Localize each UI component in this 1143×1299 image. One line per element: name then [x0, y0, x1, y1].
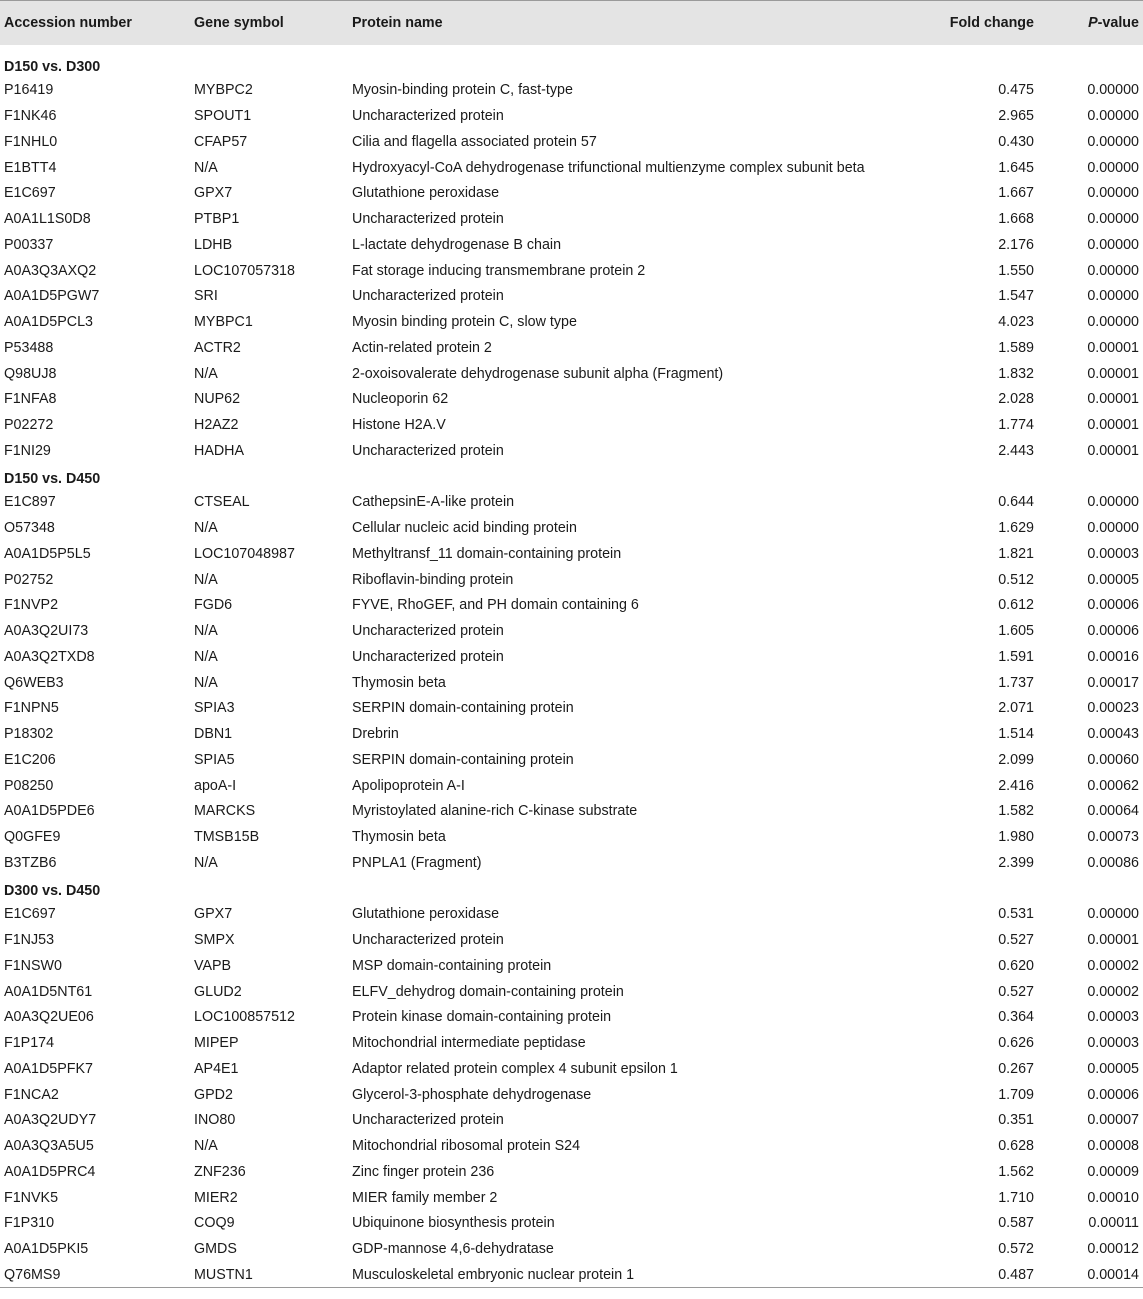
gene-symbol-cell: GLUD2 [194, 983, 242, 1000]
accession-cell: A0A3Q2UDY7 [4, 1112, 97, 1129]
table-row [0, 953, 1143, 979]
gene-symbol-cell: MUSTN1 [190, 1262, 348, 1288]
accession-cell: F1NFA8 [4, 391, 57, 408]
group-label: D300 vs. D450 [4, 882, 101, 899]
table-row [0, 284, 1143, 310]
protein-name-cell: L-lactate dehydrogenase B chain [352, 236, 562, 253]
group-header-row [0, 876, 1143, 902]
accession-cell: A0A3Q2UI73 [4, 623, 89, 640]
p-value-cell: 0.00060 [1087, 751, 1139, 768]
table-row [0, 1262, 1143, 1288]
protein-name-cell: Musculoskeletal embryonic nuclear protein 1 [348, 1262, 938, 1288]
protein-name-cell: Riboflavin-binding protein [352, 571, 514, 588]
protein-name-cell: ELFV_dehydrog domain-containing protein [352, 983, 624, 1000]
accession-cell: F1NPN5 [4, 700, 59, 717]
table-row [0, 490, 1143, 516]
fold-change-cell: 2.416 [998, 777, 1034, 794]
protein-name-cell: Uncharacterized protein [352, 932, 504, 949]
accession-cell: P02272 [4, 417, 54, 434]
gene-symbol-cell: N/A [194, 520, 218, 537]
gene-symbol-cell: N/A [194, 674, 218, 691]
fold-change-cell: 2.028 [998, 391, 1034, 408]
p-value-cell: 0.00003 [1087, 545, 1139, 562]
accession-cell: F1NHL0 [4, 133, 58, 150]
p-value-cell: 0.00006 [1087, 623, 1139, 640]
accession-cell: A0A1D5PGW7 [4, 288, 100, 305]
accession-cell: P53488 [4, 339, 54, 356]
header-p-value [1038, 1, 1143, 45]
protein-name-cell: SERPIN domain-containing protein [352, 700, 574, 717]
p-value-cell: 0.00043 [1087, 726, 1139, 743]
gene-symbol-cell: LOC107048987 [194, 545, 295, 562]
gene-symbol-cell: LDHB [194, 236, 233, 253]
p-value-cell: 0.00000 [1087, 314, 1139, 331]
p-value-cell: 0.00000 [1087, 262, 1139, 279]
gene-symbol-cell: PTBP1 [194, 211, 240, 228]
fold-change-cell: 1.709 [998, 1086, 1034, 1103]
protein-name-cell: MSP domain-containing protein [352, 957, 552, 974]
gene-symbol-cell: N/A [194, 571, 218, 588]
p-value-cell: 0.00014 [1038, 1262, 1143, 1288]
p-value-cell: 0.00016 [1087, 648, 1139, 665]
accession-cell: A0A1D5P5L5 [4, 545, 91, 562]
accession-cell: Q98UJ8 [4, 365, 57, 382]
accession-cell: F1P174 [4, 1035, 55, 1052]
table-row [0, 979, 1143, 1005]
protein-name-cell: Cilia and flagella associated protein 57 [352, 133, 597, 150]
table-row [0, 902, 1143, 928]
gene-symbol-cell: GPD2 [194, 1086, 233, 1103]
protein-name-cell: MIER family member 2 [352, 1189, 498, 1206]
fold-change-cell: 2.443 [998, 442, 1034, 459]
fold-change-cell: 2.099 [998, 751, 1034, 768]
accession-cell: A0A3Q3AXQ2 [4, 262, 97, 279]
accession-cell: P16419 [4, 82, 54, 99]
header-accession-number: Accession number [4, 14, 132, 31]
fold-change-cell: 1.821 [998, 545, 1034, 562]
protein-name-cell: Zinc finger protein 236 [352, 1163, 495, 1180]
table-row [0, 1082, 1143, 1108]
p-value-cell: 0.00001 [1087, 442, 1139, 459]
gene-symbol-cell: COQ9 [194, 1215, 235, 1232]
p-value-cell: 0.00002 [1087, 983, 1139, 1000]
table-row [0, 721, 1143, 747]
p-value-cell: 0.00086 [1087, 854, 1139, 871]
p-value-cell: 0.00010 [1087, 1189, 1139, 1206]
gene-symbol-cell: LOC107057318 [194, 262, 295, 279]
table-row [0, 232, 1143, 258]
fold-change-cell: 2.399 [998, 854, 1034, 871]
p-value-cell: 0.00006 [1087, 1086, 1139, 1103]
protein-name-cell: Glutathione peroxidase [352, 185, 500, 202]
protein-name-cell: CathepsinE-A-like protein [352, 494, 515, 511]
accession-cell: F1P310 [4, 1215, 55, 1232]
accession-cell: A0A1D5PCL3 [4, 314, 94, 331]
p-value-cell: 0.00000 [1087, 108, 1139, 125]
protein-name-cell: Uncharacterized protein [352, 288, 504, 305]
gene-symbol-cell: N/A [194, 648, 218, 665]
fold-change-cell: 1.550 [998, 262, 1034, 279]
table-row [0, 438, 1143, 464]
accession-cell: F1NI29 [4, 442, 51, 459]
gene-symbol-cell: GPX7 [194, 906, 233, 923]
protein-name-cell: Cellular nucleic acid binding protein [352, 520, 577, 537]
gene-symbol-cell: CFAP57 [194, 133, 248, 150]
fold-change-cell: 1.582 [998, 803, 1034, 820]
gene-symbol-cell: MIPEP [194, 1035, 239, 1052]
accession-cell: E1C697 [4, 185, 56, 202]
protein-name-cell: Uncharacterized protein [352, 623, 504, 640]
table-row [0, 927, 1143, 953]
table-row [0, 309, 1143, 335]
accession-cell: A0A3Q3A5U5 [4, 1138, 94, 1155]
p-value-cell: 0.00012 [1087, 1241, 1139, 1258]
gene-symbol-cell: HADHA [194, 442, 245, 459]
p-value-cell: 0.00009 [1087, 1163, 1139, 1180]
header-p-letter: P [1088, 14, 1098, 31]
p-value-cell: 0.00011 [1088, 1215, 1139, 1232]
protein-name-cell: Uncharacterized protein [352, 108, 504, 125]
group-label: D150 vs. D450 [4, 470, 101, 487]
table-row [0, 129, 1143, 155]
table-row [0, 1005, 1143, 1031]
gene-symbol-cell: apoA-I [194, 777, 237, 794]
protein-name-cell: Uncharacterized protein [352, 1112, 504, 1129]
fold-change-cell: 1.832 [998, 365, 1034, 382]
protein-name-cell: Glutathione peroxidase [352, 906, 500, 923]
protein-name-cell: Glycerol-3-phosphate dehydrogenase [352, 1086, 592, 1103]
accession-cell: E1C697 [4, 906, 56, 923]
p-value-cell: 0.00008 [1087, 1138, 1139, 1155]
fold-change-cell: 1.737 [998, 674, 1034, 691]
fold-change-cell: 0.628 [998, 1138, 1034, 1155]
group-label: D150 vs. D300 [4, 58, 101, 75]
accession-cell: F1NSW0 [4, 957, 62, 974]
fold-change-cell: 2.071 [998, 700, 1034, 717]
fold-change-cell: 0.626 [998, 1035, 1034, 1052]
table-row [0, 696, 1143, 722]
protein-name-cell: GDP-mannose 4,6-dehydratase [352, 1241, 554, 1258]
accession-cell: E1BTT4 [4, 159, 57, 176]
table-row [0, 258, 1143, 284]
gene-symbol-cell: GMDS [194, 1241, 237, 1258]
header-protein-name: Protein name [352, 14, 443, 31]
gene-symbol-cell: ZNF236 [194, 1163, 246, 1180]
p-value-cell: 0.00000 [1087, 185, 1139, 202]
accession-cell: E1C206 [4, 751, 56, 768]
protein-name-cell: Myristoylated alanine-rich C-kinase substrate [352, 803, 638, 820]
protein-name-cell: Mitochondrial ribosomal protein S24 [352, 1138, 581, 1155]
p-value-cell: 0.00064 [1087, 803, 1139, 820]
gene-symbol-cell: SPOUT1 [194, 108, 252, 125]
accession-cell: P00337 [4, 236, 54, 253]
accession-cell: A0A1D5NT61 [4, 983, 93, 1000]
group-header-row [0, 464, 1143, 490]
header-gene-symbol: Gene symbol [194, 14, 284, 31]
accession-cell: F1NCA2 [4, 1086, 59, 1103]
fold-change-cell: 1.710 [998, 1189, 1034, 1206]
protein-name-cell: FYVE, RhoGEF, and PH domain containing 6 [352, 597, 639, 614]
table-row [0, 644, 1143, 670]
fold-change-cell: 0.644 [998, 494, 1034, 511]
protein-name-cell: Uncharacterized protein [352, 648, 504, 665]
p-value-cell: 0.00000 [1087, 520, 1139, 537]
fold-change-cell: 1.668 [998, 211, 1034, 228]
p-value-cell: 0.00005 [1087, 1060, 1139, 1077]
accession-cell: A0A1D5PDE6 [4, 803, 95, 820]
gene-symbol-cell: MYBPC2 [194, 82, 253, 99]
fold-change-cell: 0.267 [998, 1060, 1034, 1077]
fold-change-cell: 0.620 [998, 957, 1034, 974]
protein-name-cell: Adaptor related protein complex 4 subunit epsilon 1 [352, 1060, 678, 1077]
table-row [0, 567, 1143, 593]
table-row [0, 515, 1143, 541]
fold-change-cell: 0.512 [998, 571, 1034, 588]
table-row [0, 1108, 1143, 1134]
fold-change-cell: 1.667 [998, 185, 1034, 202]
fold-change-cell: 1.547 [998, 288, 1034, 305]
accession-cell: P18302 [4, 726, 54, 743]
protein-name-cell: Protein kinase domain-containing protein [352, 1009, 612, 1026]
accession-cell: F1NK46 [4, 108, 57, 125]
fold-change-cell: 0.612 [998, 597, 1034, 614]
accession-cell: A0A3Q2TXD8 [4, 648, 95, 665]
accession-cell: O57348 [4, 520, 55, 537]
p-value-cell: 0.00062 [1087, 777, 1139, 794]
gene-symbol-cell: MIER2 [194, 1189, 238, 1206]
table-row [0, 206, 1143, 232]
protein-name-cell: Nucleoporin 62 [352, 391, 449, 408]
protein-name-cell: Histone H2A.V [352, 417, 446, 434]
accession-cell: E1C897 [4, 494, 56, 511]
gene-symbol-cell: NUP62 [194, 391, 241, 408]
protein-name-cell: Thymosin beta [352, 829, 446, 846]
p-value-cell: 0.00000 [1087, 236, 1139, 253]
p-value-cell: 0.00006 [1087, 597, 1139, 614]
gene-symbol-cell: LOC100857512 [194, 1009, 295, 1026]
table-row [0, 1056, 1143, 1082]
accession-cell: A0A1L1S0D8 [4, 211, 91, 228]
gene-symbol-cell: VAPB [194, 957, 232, 974]
fold-change-cell: 0.487 [938, 1262, 1038, 1288]
accession-cell: Q76MS9 [0, 1262, 190, 1288]
table-row [0, 335, 1143, 361]
protein-name-cell: Drebrin [352, 726, 399, 743]
table-row [0, 412, 1143, 438]
p-value-cell: 0.00001 [1087, 391, 1139, 408]
p-value-cell: 0.00001 [1087, 932, 1139, 949]
gene-symbol-cell: N/A [194, 159, 218, 176]
table-row [0, 799, 1143, 825]
p-value-cell: 0.00002 [1087, 957, 1139, 974]
protein-name-cell: Ubiquinone biosynthesis protein [352, 1215, 555, 1232]
p-value-cell: 0.00007 [1087, 1112, 1139, 1129]
accession-cell: F1NVP2 [4, 597, 59, 614]
p-value-cell: 0.00001 [1087, 417, 1139, 434]
protein-name-cell: Methyltransf_11 domain-containing protein [352, 545, 622, 562]
p-value-cell: 0.00000 [1087, 288, 1139, 305]
fold-change-cell: 0.572 [998, 1241, 1034, 1258]
protein-name-cell: Uncharacterized protein [352, 211, 504, 228]
table-row [0, 850, 1143, 876]
table-row [0, 387, 1143, 413]
accession-cell: P08250 [4, 777, 54, 794]
table-row [0, 773, 1143, 799]
p-value-cell: 0.00000 [1087, 159, 1139, 176]
table-row [0, 103, 1143, 129]
gene-symbol-cell: SMPX [194, 932, 235, 949]
accession-cell: A0A1D5PRC4 [4, 1163, 96, 1180]
accession-cell: P02752 [4, 571, 54, 588]
gene-symbol-cell: GPX7 [194, 185, 233, 202]
gene-symbol-cell: SPIA3 [194, 700, 235, 717]
accession-cell: A0A3Q2UE06 [4, 1009, 94, 1026]
gene-symbol-cell: N/A [194, 1138, 218, 1155]
accession-cell: F1NVK5 [4, 1189, 59, 1206]
gene-symbol-cell: N/A [194, 623, 218, 640]
protein-name-cell: Fat storage inducing transmembrane protein 2 [352, 262, 646, 279]
p-value-cell: 0.00003 [1087, 1035, 1139, 1052]
table-body [0, 45, 1143, 1288]
gene-symbol-cell: SRI [194, 288, 218, 305]
table-header [0, 1, 1143, 45]
table-row [0, 361, 1143, 387]
p-value-cell: 0.00001 [1087, 339, 1139, 356]
p-value-cell: 0.00001 [1087, 365, 1139, 382]
gene-symbol-cell: DBN1 [194, 726, 233, 743]
p-value-cell: 0.00005 [1087, 571, 1139, 588]
protein-name-cell: Apolipoprotein A-I [352, 777, 465, 794]
gene-symbol-cell: INO80 [194, 1112, 236, 1129]
protein-name-cell: 2-oxoisovalerate dehydrogenase subunit alpha (Fragment) [352, 365, 724, 382]
p-value-cell: 0.00000 [1087, 494, 1139, 511]
fold-change-cell: 1.591 [998, 648, 1034, 665]
protein-name-cell: Myosin binding protein C, slow type [352, 314, 577, 331]
gene-symbol-cell: ACTR2 [194, 339, 241, 356]
header-fold-change: Fold change [949, 14, 1034, 31]
gene-symbol-cell: AP4E1 [194, 1060, 239, 1077]
table-row [0, 1185, 1143, 1211]
fold-change-cell: 0.587 [998, 1215, 1034, 1232]
gene-symbol-cell: N/A [194, 365, 218, 382]
header-p-value-suffix: -value [1097, 14, 1139, 31]
gene-symbol-cell: CTSEAL [194, 494, 250, 511]
p-value-cell: 0.00000 [1087, 133, 1139, 150]
accession-cell: Q0GFE9 [4, 829, 61, 846]
protein-name-cell: Thymosin beta [352, 674, 446, 691]
table-row [0, 670, 1143, 696]
table-row [0, 155, 1143, 181]
header-row [0, 1, 1143, 45]
fold-change-cell: 1.645 [998, 159, 1034, 176]
gene-symbol-cell: MARCKS [194, 803, 256, 820]
protein-name-cell: Hydroxyacyl-CoA dehydrogenase trifunctional multienzyme complex subunit beta [352, 159, 865, 176]
table-row [0, 747, 1143, 773]
p-value-cell: 0.00023 [1087, 700, 1139, 717]
protein-name-cell: Myosin-binding protein C, fast-type [352, 82, 573, 99]
fold-change-cell: 1.774 [998, 417, 1034, 434]
fold-change-cell: 1.605 [998, 623, 1034, 640]
protein-name-cell: Mitochondrial intermediate peptidase [352, 1035, 586, 1052]
p-value-cell: 0.00000 [1087, 82, 1139, 99]
gene-symbol-cell: SPIA5 [194, 751, 235, 768]
table-row [0, 1030, 1143, 1056]
fold-change-cell: 1.562 [998, 1163, 1034, 1180]
p-value-cell: 0.00000 [1087, 211, 1139, 228]
p-value-cell: 0.00017 [1087, 674, 1139, 691]
fold-change-cell: 0.527 [998, 932, 1034, 949]
protein-name-cell: SERPIN domain-containing protein [352, 751, 574, 768]
protein-name-cell: PNPLA1 (Fragment) [352, 854, 482, 871]
table-row [0, 541, 1143, 567]
table-row [0, 1211, 1143, 1237]
fold-change-cell: 0.527 [998, 983, 1034, 1000]
protein-name-cell: Uncharacterized protein [352, 442, 504, 459]
p-value-cell: 0.00000 [1087, 906, 1139, 923]
table-row [0, 1159, 1143, 1185]
table-row [0, 618, 1143, 644]
accession-cell: A0A1D5PFK7 [4, 1060, 94, 1077]
table-row [0, 593, 1143, 619]
accession-cell: F1NJ53 [4, 932, 55, 949]
fold-change-cell: 1.980 [998, 829, 1034, 846]
fold-change-cell: 0.364 [998, 1009, 1034, 1026]
fold-change-cell: 1.589 [998, 339, 1034, 356]
fold-change-cell: 0.475 [998, 82, 1034, 99]
fold-change-cell: 2.176 [998, 236, 1034, 253]
table-row [0, 1236, 1143, 1262]
gene-symbol-cell: N/A [194, 854, 218, 871]
fold-change-cell: 1.629 [998, 520, 1034, 537]
protein-name-cell: Actin-related protein 2 [352, 339, 492, 356]
gene-symbol-cell: H2AZ2 [194, 417, 239, 434]
table-row [0, 1133, 1143, 1159]
accession-cell: Q6WEB3 [4, 674, 64, 691]
p-value-cell: 0.00003 [1087, 1009, 1139, 1026]
table-row [0, 78, 1143, 104]
table-row [0, 181, 1143, 207]
fold-change-cell: 2.965 [998, 108, 1034, 125]
gene-symbol-cell: MYBPC1 [194, 314, 253, 331]
fold-change-cell: 1.514 [998, 726, 1034, 743]
p-value-cell: 0.00073 [1087, 829, 1139, 846]
table-row [0, 824, 1143, 850]
accession-cell: B3TZB6 [4, 854, 57, 871]
fold-change-cell: 0.430 [998, 133, 1034, 150]
group-header-row [0, 45, 1143, 78]
accession-cell: A0A1D5PKI5 [4, 1241, 89, 1258]
gene-symbol-cell: FGD6 [194, 597, 233, 614]
fold-change-cell: 0.531 [998, 906, 1034, 923]
fold-change-cell: 4.023 [998, 314, 1034, 331]
gene-symbol-cell: TMSB15B [194, 829, 260, 846]
fold-change-cell: 0.351 [998, 1112, 1034, 1129]
